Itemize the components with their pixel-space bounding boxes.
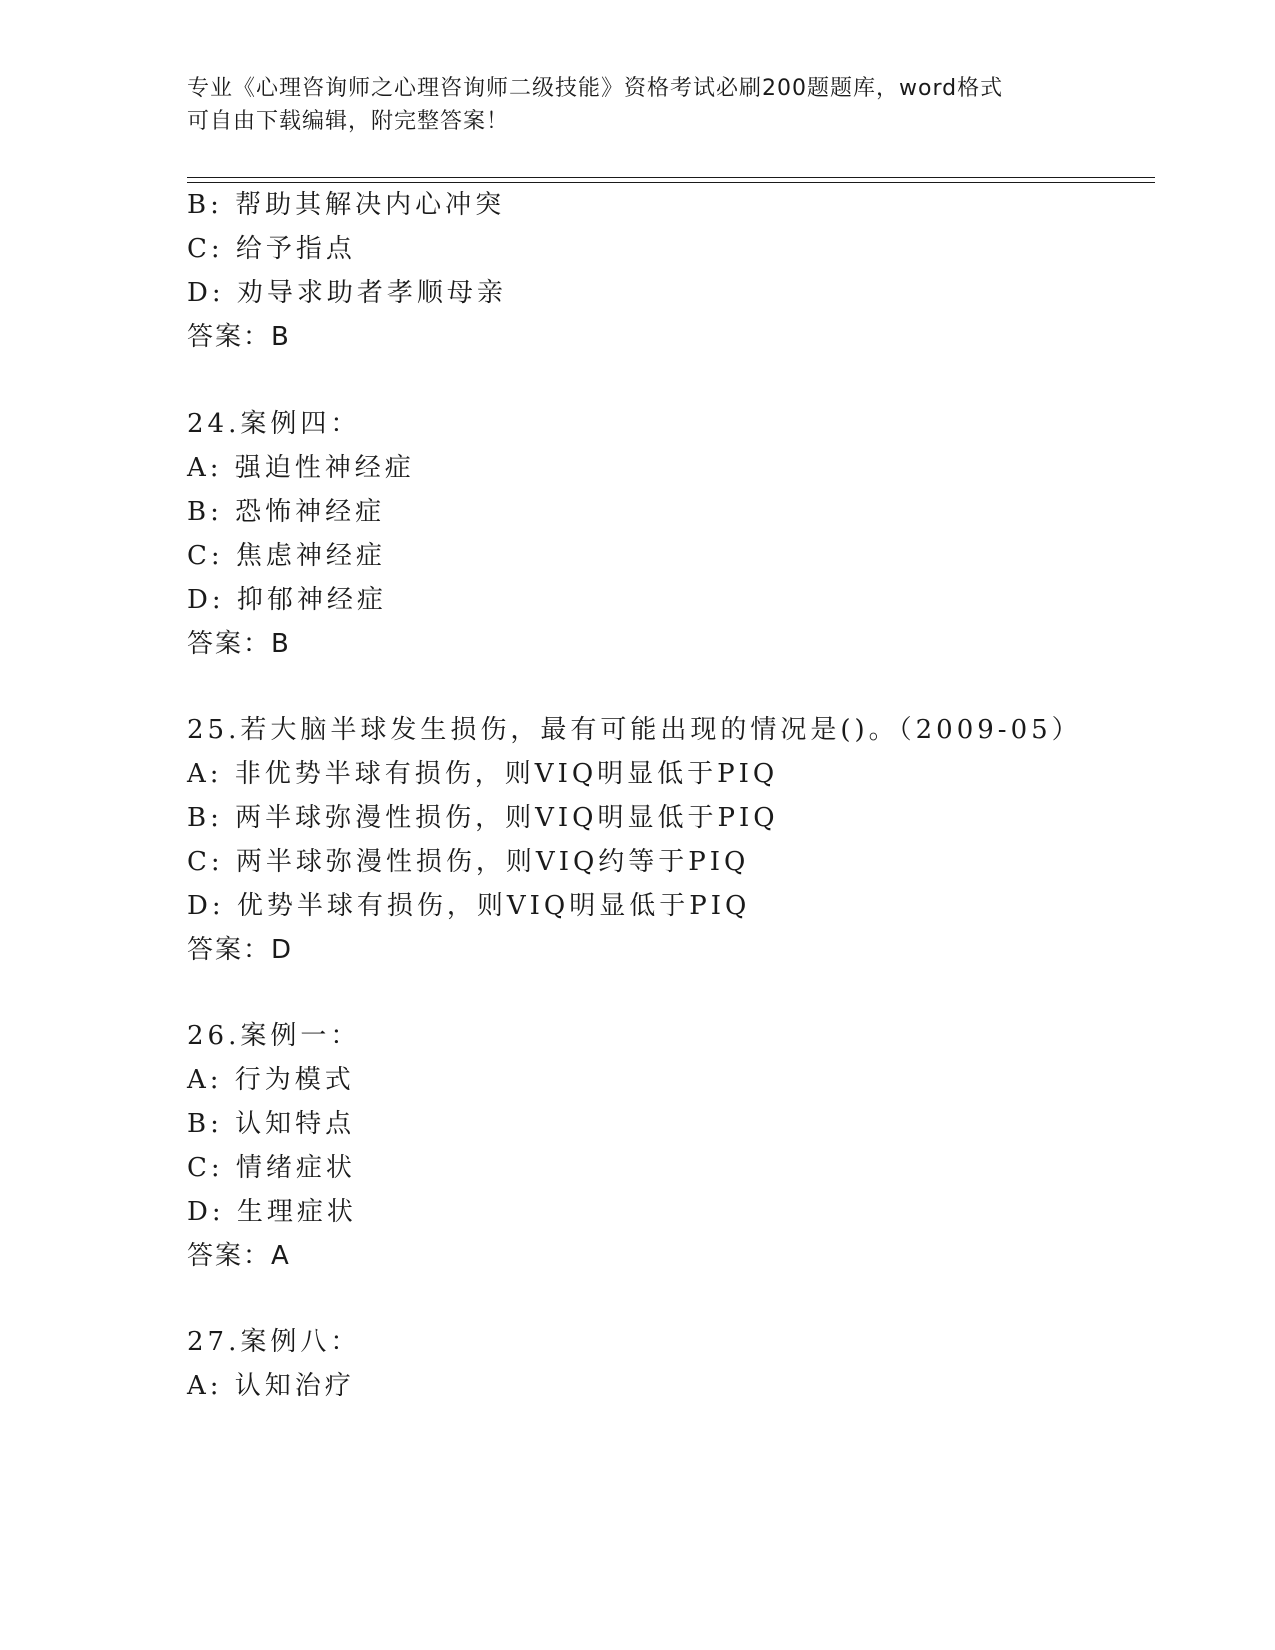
option-line: C: 给予指点	[187, 234, 356, 264]
question-line: 26.案例一：	[187, 1021, 361, 1051]
option-line: B: 认知特点	[187, 1109, 356, 1139]
option-line: D: 抑郁神经症	[187, 585, 387, 615]
question-line: 25.若大脑半球发生损伤，最有可能出现的情况是()。（2009-05）	[187, 715, 1082, 745]
option-line: B: 帮助其解决内心冲突	[187, 190, 506, 220]
option-line: B: 两半球弥漫性损伤，则VIQ明显低于PIQ	[187, 803, 779, 833]
option-line: D: 劝导求助者孝顺母亲	[187, 278, 507, 308]
option-line: A: 认知治疗	[187, 1371, 355, 1401]
option-line: C: 焦虑神经症	[187, 541, 386, 571]
document-header	[187, 72, 1087, 138]
answer-line: 答案：A	[187, 1241, 291, 1271]
option-line: C: 情绪症状	[187, 1153, 356, 1183]
answer-line: 答案：B	[187, 322, 291, 352]
option-line: B: 恐怖神经症	[187, 497, 386, 527]
header-divider-top	[187, 177, 1155, 178]
header-line-1: 专业《心理咨询师之心理咨询师二级技能》资格考试必刷200题题库，word格式	[187, 76, 1004, 101]
option-line: D: 生理症状	[187, 1197, 357, 1227]
option-line: A: 非优势半球有损伤，则VIQ明显低于PIQ	[187, 759, 779, 789]
option-line: A: 行为模式	[187, 1065, 355, 1095]
answer-line: 答案：D	[187, 935, 294, 965]
question-line: 24.案例四：	[187, 409, 361, 439]
header-line-2: 可自由下载编辑，附完整答案！	[187, 109, 510, 134]
option-line: A: 强迫性神经症	[187, 453, 415, 483]
header-divider-bottom	[187, 182, 1155, 183]
answer-line: 答案：B	[187, 629, 291, 659]
option-line: D: 优势半球有损伤，则VIQ明显低于PIQ	[187, 891, 751, 921]
question-line: 27.案例八：	[187, 1327, 361, 1357]
option-line: C: 两半球弥漫性损伤，则VIQ约等于PIQ	[187, 847, 750, 877]
